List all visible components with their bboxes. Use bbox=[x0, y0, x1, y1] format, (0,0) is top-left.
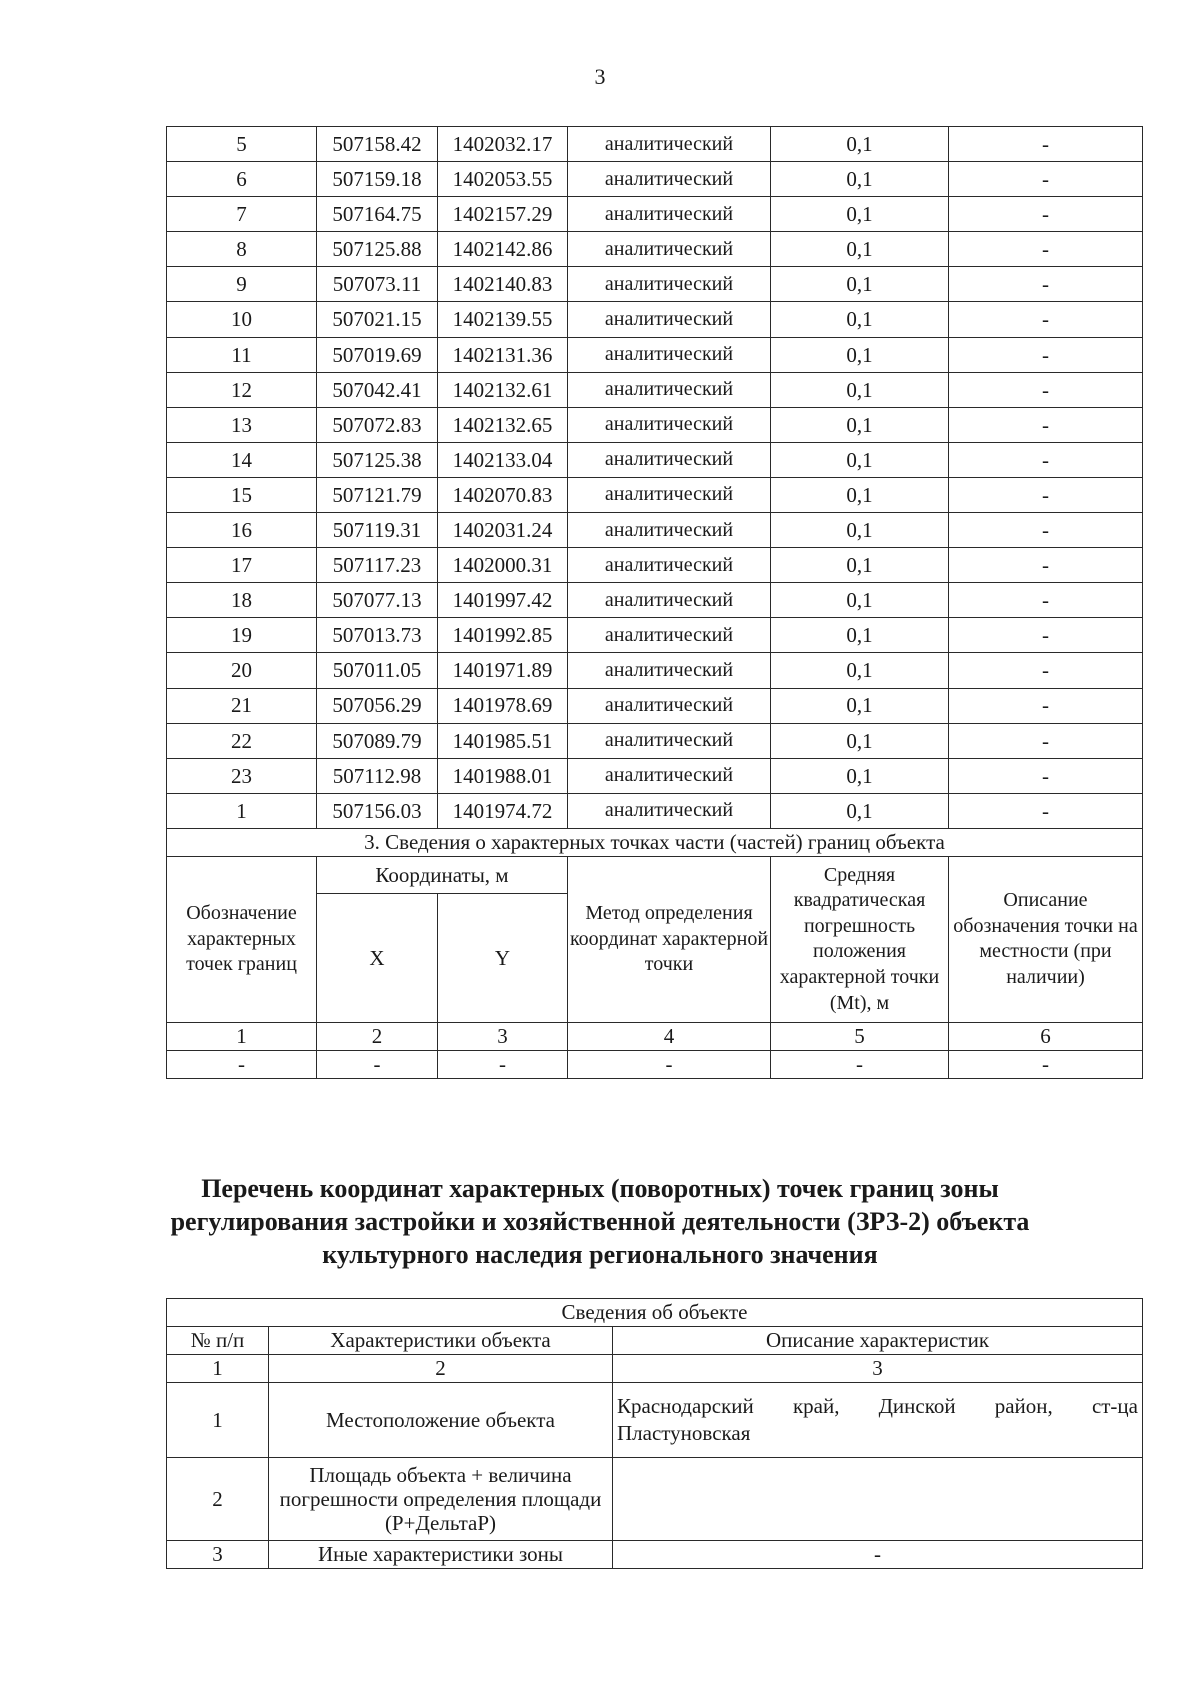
heading-line-3: культурного наследия регионального значения bbox=[322, 1240, 878, 1269]
point-y: 1402132.65 bbox=[438, 407, 568, 442]
boundary-point-row bbox=[167, 267, 1143, 302]
point-method: аналитический bbox=[568, 583, 771, 618]
boundary-point-row bbox=[167, 302, 1143, 337]
point-y: 1401988.01 bbox=[438, 758, 568, 793]
object-header-row bbox=[167, 1327, 1143, 1355]
point-mt: 0,1 bbox=[771, 653, 949, 688]
row-number: 3 bbox=[167, 1541, 269, 1569]
point-x: 507119.31 bbox=[317, 513, 438, 548]
col-number: 5 bbox=[771, 1022, 949, 1050]
boundary-point-row bbox=[167, 688, 1143, 723]
point-desc: - bbox=[949, 793, 1143, 828]
empty-data-row bbox=[167, 1050, 1143, 1078]
object-info-table bbox=[166, 1298, 1143, 1569]
point-number: 15 bbox=[167, 477, 317, 512]
point-y: 1402140.83 bbox=[438, 267, 568, 302]
point-desc: - bbox=[949, 302, 1143, 337]
point-x: 507072.83 bbox=[317, 407, 438, 442]
boundary-point-row bbox=[167, 477, 1143, 512]
point-y: 1401997.42 bbox=[438, 583, 568, 618]
point-number: 17 bbox=[167, 548, 317, 583]
empty-cell: - bbox=[317, 1050, 438, 1078]
other-characteristics-label: Иные характеристики зоны bbox=[269, 1541, 613, 1569]
point-method: аналитический bbox=[568, 688, 771, 723]
point-mt: 0,1 bbox=[771, 197, 949, 232]
location-word: Динской bbox=[878, 1393, 956, 1418]
point-method: аналитический bbox=[568, 618, 771, 653]
point-method: аналитический bbox=[568, 197, 771, 232]
point-number: 14 bbox=[167, 442, 317, 477]
point-x: 507125.38 bbox=[317, 442, 438, 477]
point-mt: 0,1 bbox=[771, 372, 949, 407]
heading-line-1: Перечень координат характерных (поворотных) точек границ зоны bbox=[201, 1174, 999, 1203]
point-number: 9 bbox=[167, 267, 317, 302]
point-x: 507159.18 bbox=[317, 162, 438, 197]
point-method: аналитический bbox=[568, 793, 771, 828]
empty-cell: - bbox=[167, 1050, 317, 1078]
boundary-point-row bbox=[167, 723, 1143, 758]
point-desc: - bbox=[949, 583, 1143, 618]
location-label: Местоположение объекта bbox=[269, 1383, 613, 1458]
point-x: 507011.05 bbox=[317, 653, 438, 688]
point-method: аналитический bbox=[568, 302, 771, 337]
point-mt: 0,1 bbox=[771, 127, 949, 162]
point-number: 5 bbox=[167, 127, 317, 162]
y-header: Y bbox=[438, 893, 568, 1022]
boundary-point-row bbox=[167, 372, 1143, 407]
point-desc: - bbox=[949, 407, 1143, 442]
point-method: аналитический bbox=[568, 513, 771, 548]
point-y: 1402131.36 bbox=[438, 337, 568, 372]
point-number: 7 bbox=[167, 197, 317, 232]
point-method: аналитический bbox=[568, 337, 771, 372]
page-number: 3 bbox=[594, 64, 606, 89]
point-mt: 0,1 bbox=[771, 162, 949, 197]
point-mt: 0,1 bbox=[771, 232, 949, 267]
point-y: 1401992.85 bbox=[438, 618, 568, 653]
point-number: 18 bbox=[167, 583, 317, 618]
char-header: Характеристики объекта bbox=[269, 1327, 613, 1355]
location-row bbox=[167, 1383, 1143, 1458]
point-x: 507089.79 bbox=[317, 723, 438, 758]
designation-header: Обозначение характерных точек границ bbox=[167, 856, 317, 1022]
point-method: аналитический bbox=[568, 442, 771, 477]
point-mt: 0,1 bbox=[771, 758, 949, 793]
point-desc: - bbox=[949, 477, 1143, 512]
point-y: 1402142.86 bbox=[438, 232, 568, 267]
empty-cell: - bbox=[771, 1050, 949, 1078]
other-characteristics-row bbox=[167, 1541, 1143, 1569]
point-x: 507019.69 bbox=[317, 337, 438, 372]
point-mt: 0,1 bbox=[771, 337, 949, 372]
point-x: 507021.15 bbox=[317, 302, 438, 337]
point-y: 1401985.51 bbox=[438, 723, 568, 758]
point-desc: - bbox=[949, 197, 1143, 232]
area-row bbox=[167, 1458, 1143, 1541]
boundary-points-table bbox=[166, 126, 1143, 1079]
point-number: 21 bbox=[167, 688, 317, 723]
point-y: 1402133.04 bbox=[438, 442, 568, 477]
point-desc: - bbox=[949, 337, 1143, 372]
point-desc: - bbox=[949, 723, 1143, 758]
location-word: край, bbox=[792, 1393, 840, 1418]
point-y: 1401978.69 bbox=[438, 688, 568, 723]
point-number: 6 bbox=[167, 162, 317, 197]
point-x: 507121.79 bbox=[317, 477, 438, 512]
point-desc: - bbox=[949, 688, 1143, 723]
num-header: № п/п bbox=[167, 1327, 269, 1355]
col-number: 4 bbox=[568, 1022, 771, 1050]
boundary-point-row bbox=[167, 162, 1143, 197]
point-number: 1 bbox=[167, 793, 317, 828]
boundary-point-row bbox=[167, 513, 1143, 548]
point-desc: - bbox=[949, 548, 1143, 583]
boundary-point-row bbox=[167, 442, 1143, 477]
point-mt: 0,1 bbox=[771, 442, 949, 477]
point-method: аналитический bbox=[568, 232, 771, 267]
location-word: Краснодарский bbox=[617, 1393, 754, 1418]
point-x: 507117.23 bbox=[317, 548, 438, 583]
point-y: 1402070.83 bbox=[438, 477, 568, 512]
section-3-header-row bbox=[167, 856, 1143, 893]
point-desc: - bbox=[949, 618, 1143, 653]
col-number: 3 bbox=[613, 1355, 1143, 1383]
point-number: 20 bbox=[167, 653, 317, 688]
boundary-points-body bbox=[167, 127, 1143, 1079]
point-y: 1402032.17 bbox=[438, 127, 568, 162]
point-mt: 0,1 bbox=[771, 618, 949, 653]
object-column-numbers-row bbox=[167, 1355, 1143, 1383]
location-value bbox=[613, 1383, 1143, 1458]
x-header: X bbox=[317, 893, 438, 1022]
point-mt: 0,1 bbox=[771, 723, 949, 758]
point-desc: - bbox=[949, 162, 1143, 197]
boundary-point-row bbox=[167, 583, 1143, 618]
point-number: 19 bbox=[167, 618, 317, 653]
boundary-point-row bbox=[167, 653, 1143, 688]
point-desc: - bbox=[949, 232, 1143, 267]
point-method: аналитический bbox=[568, 548, 771, 583]
method-header: Метод определения координат характерной точки bbox=[568, 856, 771, 1022]
boundary-point-row bbox=[167, 127, 1143, 162]
point-x: 507156.03 bbox=[317, 793, 438, 828]
object-caption: Сведения об объекте bbox=[167, 1299, 1143, 1327]
point-x: 507077.13 bbox=[317, 583, 438, 618]
point-y: 1402139.55 bbox=[438, 302, 568, 337]
point-number: 12 bbox=[167, 372, 317, 407]
point-method: аналитический bbox=[568, 372, 771, 407]
point-number: 8 bbox=[167, 232, 317, 267]
col-number: 1 bbox=[167, 1022, 317, 1050]
point-mt: 0,1 bbox=[771, 688, 949, 723]
point-mt: 0,1 bbox=[771, 267, 949, 302]
point-number: 16 bbox=[167, 513, 317, 548]
col-number: 6 bbox=[949, 1022, 1143, 1050]
empty-cell: - bbox=[949, 1050, 1143, 1078]
mt-header: Средняя квадратическая погрешность положения характерной точки (Mt), м bbox=[771, 856, 949, 1022]
point-mt: 0,1 bbox=[771, 583, 949, 618]
col-number: 3 bbox=[438, 1022, 568, 1050]
point-y: 1402157.29 bbox=[438, 197, 568, 232]
point-mt: 0,1 bbox=[771, 477, 949, 512]
location-line-1 bbox=[617, 1393, 1138, 1420]
point-desc: - bbox=[949, 442, 1143, 477]
point-method: аналитический bbox=[568, 267, 771, 302]
point-x: 507164.75 bbox=[317, 197, 438, 232]
point-x: 507042.41 bbox=[317, 372, 438, 407]
point-method: аналитический bbox=[568, 407, 771, 442]
location-word: район, bbox=[994, 1393, 1053, 1418]
point-y: 1402053.55 bbox=[438, 162, 568, 197]
boundary-point-row bbox=[167, 197, 1143, 232]
col-number: 2 bbox=[269, 1355, 613, 1383]
desc-header: Описание обозначения точки на местности (при наличии) bbox=[949, 856, 1143, 1022]
heading-line-2: регулирования застройки и хозяйственной деятельности (ЗРЗ-2) объекта bbox=[170, 1207, 1030, 1236]
area-label: Площадь объекта + величина погрешности определения площади (P+ДельтаР) bbox=[269, 1458, 613, 1541]
point-mt: 0,1 bbox=[771, 302, 949, 337]
point-x: 507013.73 bbox=[317, 618, 438, 653]
point-y: 1402031.24 bbox=[438, 513, 568, 548]
location-word: ст-ца bbox=[1091, 1393, 1138, 1418]
row-number: 2 bbox=[167, 1458, 269, 1541]
point-y: 1402132.61 bbox=[438, 372, 568, 407]
point-mt: 0,1 bbox=[771, 793, 949, 828]
point-desc: - bbox=[949, 758, 1143, 793]
boundary-point-row bbox=[167, 232, 1143, 267]
point-y: 1401974.72 bbox=[438, 793, 568, 828]
point-y: 1401971.89 bbox=[438, 653, 568, 688]
row-number: 1 bbox=[167, 1383, 269, 1458]
point-x: 507073.11 bbox=[317, 267, 438, 302]
boundary-point-row bbox=[167, 758, 1143, 793]
boundary-point-row bbox=[167, 618, 1143, 653]
point-number: 13 bbox=[167, 407, 317, 442]
point-mt: 0,1 bbox=[771, 548, 949, 583]
point-x: 507056.29 bbox=[317, 688, 438, 723]
point-mt: 0,1 bbox=[771, 513, 949, 548]
section-3-title: 3. Сведения о характерных точках части (частей) границ объекта bbox=[167, 828, 1143, 856]
boundary-point-row bbox=[167, 337, 1143, 372]
point-desc: - bbox=[949, 372, 1143, 407]
point-desc: - bbox=[949, 513, 1143, 548]
point-desc: - bbox=[949, 653, 1143, 688]
desc-header: Описание характеристик bbox=[613, 1327, 1143, 1355]
point-method: аналитический bbox=[568, 477, 771, 512]
point-x: 507112.98 bbox=[317, 758, 438, 793]
point-method: аналитический bbox=[568, 127, 771, 162]
point-mt: 0,1 bbox=[771, 407, 949, 442]
point-x: 507125.88 bbox=[317, 232, 438, 267]
empty-cell: - bbox=[568, 1050, 771, 1078]
point-number: 11 bbox=[167, 337, 317, 372]
point-desc: - bbox=[949, 127, 1143, 162]
point-number: 22 bbox=[167, 723, 317, 758]
point-method: аналитический bbox=[568, 162, 771, 197]
area-value bbox=[613, 1458, 1143, 1541]
zrz2-heading bbox=[150, 1172, 1050, 1271]
point-method: аналитический bbox=[568, 653, 771, 688]
other-characteristics-value: - bbox=[613, 1541, 1143, 1569]
point-number: 10 bbox=[167, 302, 317, 337]
column-numbers-row bbox=[167, 1022, 1143, 1050]
point-number: 23 bbox=[167, 758, 317, 793]
point-method: аналитический bbox=[568, 758, 771, 793]
boundary-point-row bbox=[167, 793, 1143, 828]
object-caption-row bbox=[167, 1299, 1143, 1327]
point-x: 507158.42 bbox=[317, 127, 438, 162]
point-desc: - bbox=[949, 267, 1143, 302]
section-3-title-row bbox=[167, 828, 1143, 856]
point-y: 1402000.31 bbox=[438, 548, 568, 583]
location-line-2: Пластуновская bbox=[617, 1421, 751, 1445]
boundary-point-row bbox=[167, 548, 1143, 583]
col-number: 1 bbox=[167, 1355, 269, 1383]
boundary-point-row bbox=[167, 407, 1143, 442]
col-number: 2 bbox=[317, 1022, 438, 1050]
coords-header: Координаты, м bbox=[317, 856, 568, 893]
point-method: аналитический bbox=[568, 723, 771, 758]
empty-cell: - bbox=[438, 1050, 568, 1078]
